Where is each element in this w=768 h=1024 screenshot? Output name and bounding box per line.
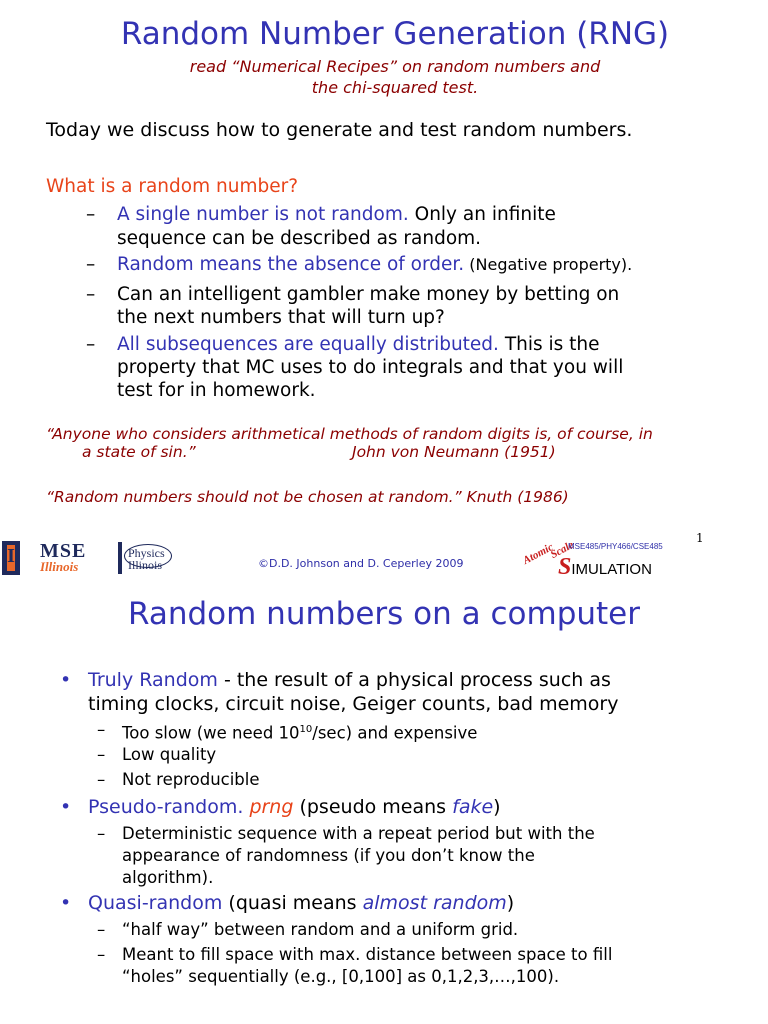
mse-illinois-logo: MSE Illinois xyxy=(40,540,87,574)
question-heading: What is a random number? xyxy=(46,176,299,197)
item-text-line2: the next numbers that will turn up? xyxy=(117,307,445,328)
copyright-text: ©D.D. Johnson and D. Ceperley 2009 xyxy=(258,557,464,570)
fake-term: fake xyxy=(452,796,494,818)
bullet-text: - the result of a physical process such as xyxy=(217,669,611,691)
item-text: Can an intelligent gambler make money by betting on xyxy=(117,284,620,305)
dash-marker: – xyxy=(86,254,96,275)
bullet-marker: • xyxy=(60,892,72,914)
bullet-text-line2: timing clocks, circuit noise, Geiger counts, bad memory xyxy=(88,693,619,715)
item-highlight: All subsequences are equally distributed. xyxy=(117,334,499,355)
quote-author: John von Neumann (1951) xyxy=(352,443,556,461)
slide1-subtitle xyxy=(0,56,768,98)
quote-knuth: “Random numbers should not be chosen at random.” Knuth (1986) xyxy=(46,488,569,506)
intro-text: Today we discuss how to generate and test random numbers. xyxy=(46,119,633,141)
dash-marker: – xyxy=(86,334,96,355)
subtitle-line1: read “Numerical Recipes” on random numbers and xyxy=(189,57,601,76)
item-highlight: A single number is not random. xyxy=(117,204,409,225)
dash-marker: – xyxy=(86,284,96,305)
quote-von-neumann-line2: a state of sin.” xyxy=(82,443,196,461)
bullet-lead: Truly Random xyxy=(88,669,218,691)
slide1-title: Random Number Generation (RNG) xyxy=(120,16,670,52)
dash-marker: – xyxy=(86,204,96,225)
quote-von-neumann-line1: “Anyone who considers arithmetical methods of random digits is, of course, in xyxy=(46,425,653,443)
bullet-lead: Pseudo-random. xyxy=(88,796,244,818)
slide2-title: Random numbers on a computer xyxy=(127,596,640,632)
atomic-scale-simulation-logo: Atomic Scale MSE485/PHY466/CSE485 SIMULATION xyxy=(521,538,663,580)
item-text-line2: sequence can be described as random. xyxy=(117,228,482,249)
item-highlight: Random means the absence of order. xyxy=(117,254,465,275)
prng-term: prng xyxy=(249,796,294,818)
uiuc-logo: I xyxy=(2,541,20,575)
item-text: Only an infinite xyxy=(408,204,556,225)
item-text-line3: test for in homework. xyxy=(117,380,316,401)
subtitle-line2: the chi-squared test. xyxy=(311,78,479,97)
almost-random-term: almost random xyxy=(362,892,507,914)
item-text: This is the xyxy=(498,334,600,355)
item-text: (Negative property). xyxy=(464,255,633,274)
bullet-marker: • xyxy=(60,796,72,818)
item-text-line2: property that MC uses to do integrals and that you will xyxy=(117,357,624,378)
bullet-lead: Quasi-random xyxy=(88,892,223,914)
page-number: 1 xyxy=(696,531,704,545)
bullet-marker: • xyxy=(60,669,72,691)
